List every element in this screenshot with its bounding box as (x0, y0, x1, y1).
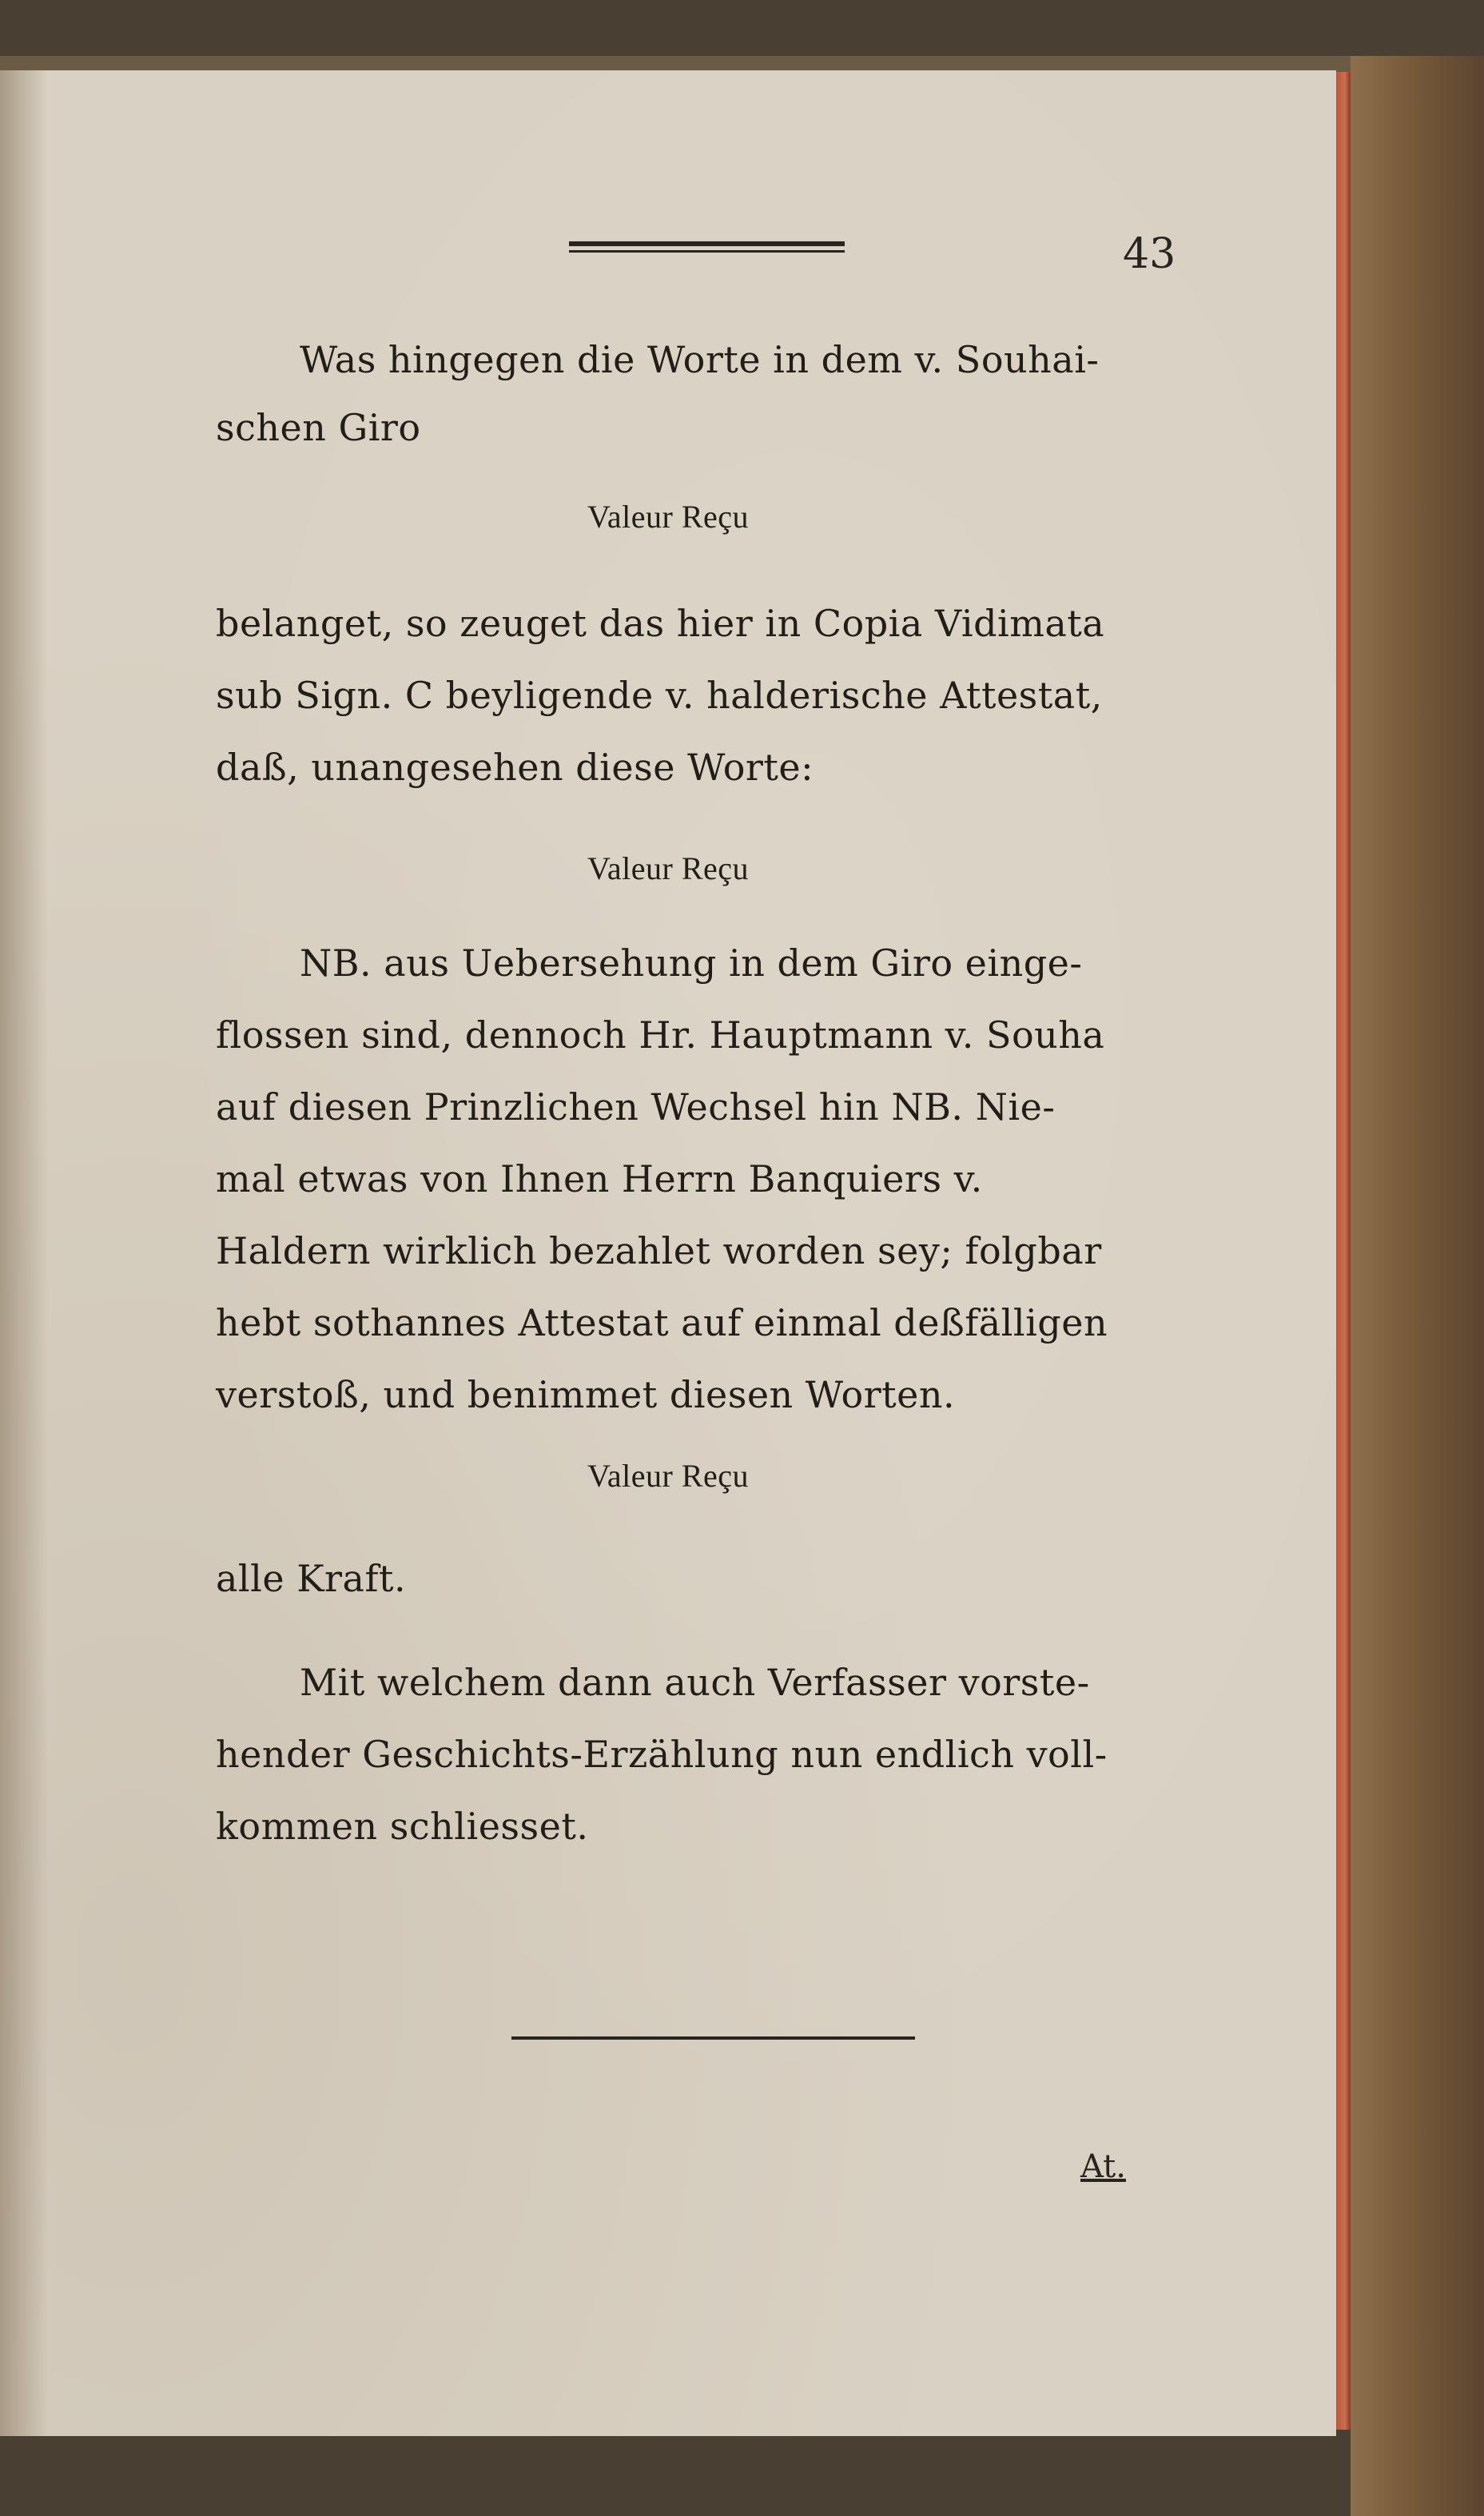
text-line: kommen schliesset. (216, 1805, 589, 1848)
text-line: hebt sothannes Attestat auf einmal deßfälligen (216, 1301, 1108, 1344)
closing-rule (511, 2036, 915, 2040)
page-number: 43 (1123, 230, 1176, 278)
centered-phrase: Valeur Reçu (587, 850, 750, 886)
text-line: flossen sind, dennoch Hr. Hauptmann v. Souha (216, 1013, 1105, 1057)
header-rule (569, 241, 845, 253)
text-line: belanget, so zeuget das hier in Copia Vidimata (216, 602, 1105, 645)
catchword: At. (1080, 2148, 1126, 2185)
text-line: Mit welchem dann auch Verfasser vorste- (300, 1661, 1090, 1704)
page-gutter-shadow (0, 70, 48, 2436)
centered-phrase: Valeur Reçu (587, 1458, 750, 1494)
centered-phrase: Valeur Reçu (587, 499, 750, 535)
text-line: schen Giro (216, 406, 421, 449)
text-line: sub Sign. C beyligende v. halderische Attestat, (216, 674, 1103, 717)
text-line: auf diesen Prinzlichen Wechsel hin NB. Nie- (216, 1085, 1056, 1129)
page-red-edge (1336, 72, 1351, 2430)
text-line: Was hingegen die Worte in dem v. Souhai- (300, 338, 1100, 381)
text-line: hender Geschichts-Erzählung nun endlich voll- (216, 1733, 1108, 1776)
text-line: daß, unangesehen diese Worte: (216, 746, 814, 789)
text-line: verstoß, und benimmet diesen Worten. (216, 1373, 956, 1416)
text-line: NB. aus Uebersehung in dem Giro einge- (300, 942, 1083, 985)
book-page (0, 70, 1336, 2436)
text-line: mal etwas von Ihnen Herrn Banquiers v. (216, 1157, 983, 1200)
binding-board-right (1351, 56, 1484, 2516)
text-line: alle Kraft. (216, 1557, 407, 1600)
text-line: Haldern wirklich bezahlet worden sey; folgbar (216, 1229, 1102, 1272)
